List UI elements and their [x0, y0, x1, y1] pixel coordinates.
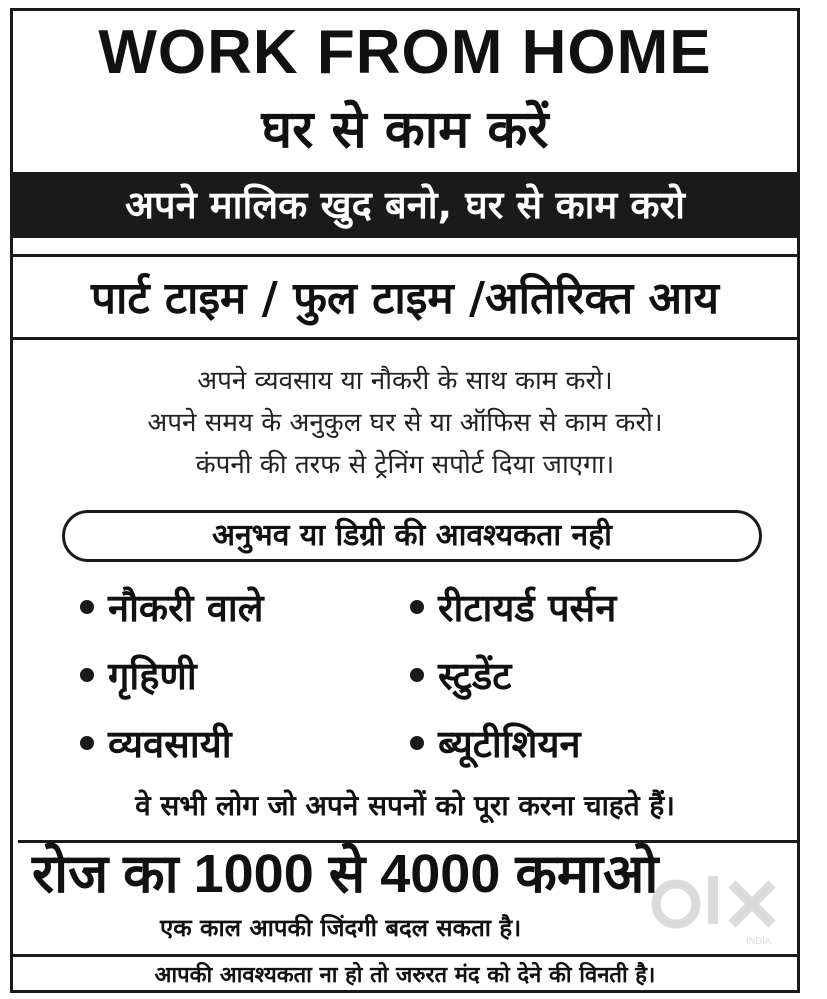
title-english: WORK FROM HOME — [98, 18, 712, 87]
tagline-band: अपने मालिक खुद बनो, घर से काम करो — [10, 172, 800, 238]
bullet-icon — [410, 668, 424, 682]
audience-item — [80, 578, 263, 638]
audience-item — [80, 646, 197, 706]
audience-label: ब्यूटीशियन — [438, 722, 581, 766]
audience-item — [410, 578, 616, 638]
earnings-headline: रोज का 1000 से 4000 कमाओ — [32, 844, 659, 904]
job-types: पार्ट टाइम / फुल टाइम /अतिरिक्त आय — [10, 254, 800, 340]
bullet-icon — [80, 736, 94, 750]
audience-item — [410, 714, 581, 774]
watermark-sub: INDIA — [746, 937, 772, 947]
info-line: अपने समय के अनुकुल घर से या ऑफिस से काम करो। — [147, 408, 663, 438]
audience-label: गृहिणी — [108, 654, 197, 698]
audience-item — [80, 714, 232, 774]
bullet-icon — [80, 668, 94, 682]
audience-label: रीटायर्ड पर्सन — [438, 586, 617, 630]
audience-label: स्टुडेंट — [438, 654, 512, 698]
info-lines — [10, 360, 800, 486]
audience-label: व्यवसायी — [108, 722, 232, 766]
olx-watermark-icon — [648, 870, 788, 950]
bullet-icon — [410, 736, 424, 750]
info-line: अपने व्यवसाय या नौकरी के साथ काम करो। — [197, 366, 613, 396]
dreams-line: वे सभी लोग जो अपने सपनों को पूरा करना चाहते हैं। — [135, 789, 675, 822]
call-line: एक काल आपकी जिंदगी बदल सकता है। — [160, 913, 522, 942]
bullet-icon — [80, 600, 94, 614]
title-hindi: घर से काम करें — [261, 100, 549, 160]
no-experience-pill: अनुभव या डिग्री की आवश्यकता नही — [62, 510, 762, 562]
bullet-icon — [410, 600, 424, 614]
info-line: कंपनी की तरफ से ट्रेनिंग सपोर्ट दिया जाएगा। — [195, 450, 615, 480]
bottom-note: आपकी आवश्यकता ना हो तो जरुरत मंद को देने की विनती है। — [10, 954, 800, 990]
audience-label: नौकरी वाले — [108, 586, 264, 630]
audience-item — [410, 646, 511, 706]
